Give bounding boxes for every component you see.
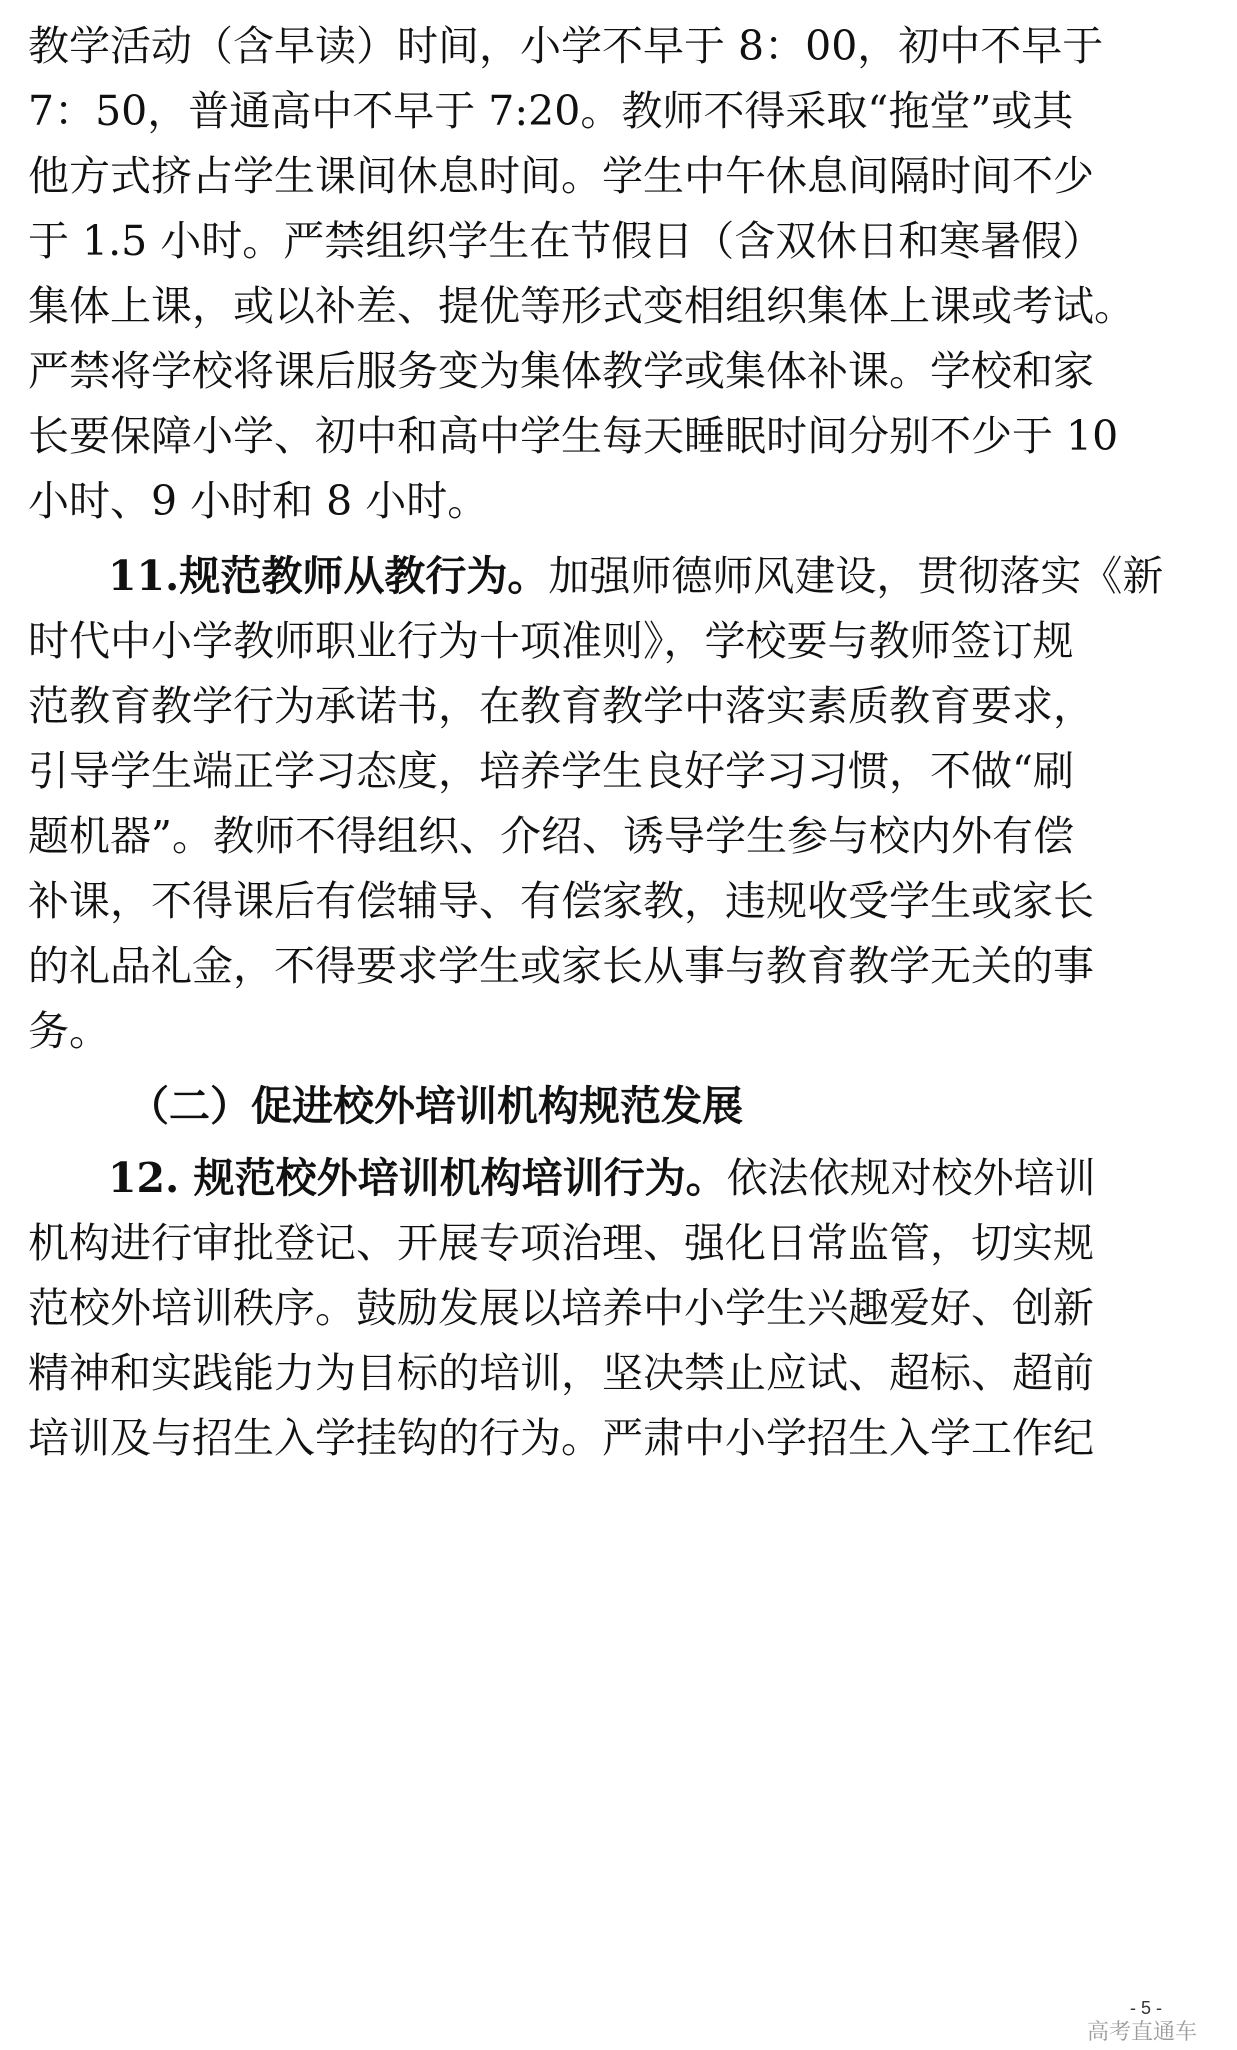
clause-11-text: 加强师德师风建设，贯彻落实《新 xyxy=(548,552,1164,600)
text-line: 务。 xyxy=(28,1007,110,1055)
text-line: 补课，不得课后有偿辅导、有偿家教，违规收受学生或家长 xyxy=(28,877,1094,925)
text-line: 教学活动（含早读）时间，小学不早于 8：00，初中不早于 xyxy=(28,22,1104,70)
text-line: 他方式挤占学生课间休息时间。学生中午休息间隔时间不少 xyxy=(28,152,1094,200)
text-line: 范教育教学行为承诺书，在教育教学中落实素质教育要求， xyxy=(28,682,1094,730)
text-line: 引导学生端正学习态度，培养学生良好学习习惯，不做“刷 xyxy=(28,747,1074,795)
text-line: 集体上课，或以补差、提优等形式变相组织集体上课或考试。 xyxy=(28,282,1135,330)
text-line: 时代中小学教师职业行为十项准则》，学校要与教师签订规 xyxy=(28,617,1074,665)
clause-12-line xyxy=(108,1146,1237,1210)
clause-12-text: 依法依规对校外培训 xyxy=(726,1154,1096,1202)
text-line: 精神和实践能力为目标的培训，坚决禁止应试、超标、超前 xyxy=(28,1349,1094,1397)
text-line: 严禁将学校将课后服务变为集体教学或集体补课。学校和家 xyxy=(28,347,1094,395)
clause-11-heading: 11.规范教师从教行为。 xyxy=(108,552,549,600)
text-line: 7：50，普通高中不早于 7:20。教师不得采取“拖堂”或其 xyxy=(28,87,1074,135)
text-line: 培训及与招生入学挂钩的行为。严肃中小学招生入学工作纪 xyxy=(28,1414,1094,1462)
clause-12-heading: 12. 规范校外培训机构培训行为。 xyxy=(108,1154,727,1202)
watermark: 高考直通车 xyxy=(1087,2020,1198,2045)
text-line: 长要保障小学、初中和高中学生每天睡眠时间分别不少于 10 xyxy=(28,412,1119,460)
section-heading: （二）促进校外培训机构规范发展 xyxy=(128,1082,743,1130)
text-line: 机构进行审批登记、开展专项治理、强化日常监管，切实规 xyxy=(28,1219,1094,1267)
page-number: - 5 - xyxy=(1130,1998,1163,2018)
clause-11-line xyxy=(108,544,1237,608)
text-line: 题机器”。教师不得组织、介绍、诱导学生参与校内外有偿 xyxy=(28,812,1074,860)
text-line: 范校外培训秩序。鼓励发展以培养中小学生兴趣爱好、创新 xyxy=(28,1284,1094,1332)
text-line: 于 1.5 小时。严禁组织学生在节假日（含双休日和寒暑假） xyxy=(28,217,1104,265)
text-line: 小时、9 小时和 8 小时。 xyxy=(28,477,489,525)
text-line: 的礼品礼金，不得要求学生或家长从事与教育教学无关的事 xyxy=(28,942,1094,990)
